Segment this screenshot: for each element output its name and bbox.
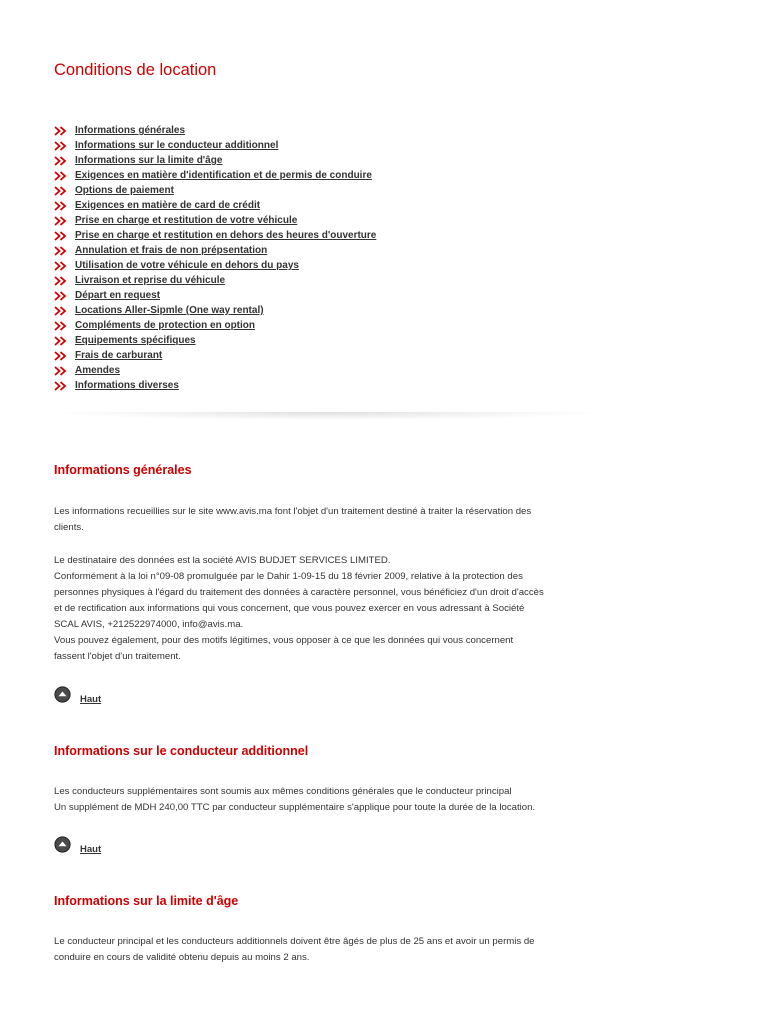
double-chevron-right-icon [54,156,67,166]
double-chevron-right-icon [54,306,67,316]
double-chevron-right-icon [54,126,67,136]
back-to-top-link[interactable]: Haut [80,844,102,855]
toc-link-equipements[interactable]: Equipements spécifiques [75,335,196,346]
back-to-top [54,834,101,855]
section-divider [54,412,602,420]
double-chevron-right-icon [54,336,67,346]
double-chevron-right-icon [54,351,67,361]
double-chevron-right-icon [54,216,67,226]
arrow-up-circle-icon[interactable] [54,836,71,853]
arrow-up-circle-icon[interactable] [54,686,71,703]
section-title-limite-age: Informations sur la limite d'âge [54,894,239,908]
toc-link-depart-request[interactable]: Départ en request [75,290,161,301]
section-title-conducteur-additionnel: Informations sur le conducteur additionnel [54,744,309,758]
toc-link-annulation[interactable]: Annulation et frais de non prépsentation [75,245,268,256]
page-title: Conditions de location [54,61,217,79]
double-chevron-right-icon [54,366,67,376]
toc-item [54,288,376,303]
double-chevron-right-icon [54,381,67,391]
toc-link-livraison[interactable]: Livraison et reprise du véhicule [75,275,226,286]
double-chevron-right-icon [54,141,67,151]
paragraph: Le destinataire des données est la société AVIS BUDJET SERVICES LIMITED. Conformément à la loi n°09-08 promulguée par le Dahir 1-09-15 du 18 février 2009, relative à la protection des personnes physiques à l'égard du traitement des données à caractère personnel, vous bénéficiez d'un droit d'accès et de rectification aux informations qui vous concernent, que vous pouvez exercer en vous adressant à Société SCAL AVIS, +212522974000, info@avis.ma. Vous pouvez également, pour des motifs légitimes, vous opposer à ce que les données qui vous concernent fassent l'objet d'un traitement. [54,555,544,662]
toc-item [54,138,376,153]
toc-item [54,228,376,243]
double-chevron-right-icon [54,321,67,331]
toc-link-amendes[interactable]: Amendes [75,365,121,376]
toc-item [54,273,376,288]
toc-item [54,363,376,378]
toc-item [54,198,376,213]
double-chevron-right-icon [54,171,67,181]
toc-item [54,123,376,138]
paragraph: Le conducteur principal et les conducteurs additionnels doivent être âgés de plus de 25 ans et avoir un permis de conduire en cours de validité obtenu depuis au moins 2 ans. [54,936,535,963]
double-chevron-right-icon [54,291,67,301]
double-chevron-right-icon [54,201,67,211]
toc-link-hors-pays[interactable]: Utilisation de votre véhicule en dehors du pays [75,260,299,271]
toc-link-hors-heures[interactable]: Prise en charge et restitution en dehors des heures d'ouverture [75,230,377,241]
toc-link-diverses[interactable]: Informations diverses [75,380,179,391]
toc-item [54,243,376,258]
toc-item [54,258,376,273]
paragraph: Les conducteurs supplémentaires sont soumis aux mêmes conditions générales que le conducteur principal Un supplément de MDH 240,00 TTC par conducteur supplémentaire s'applique pour toute la durée de la location. [54,786,536,813]
table-of-contents [54,123,376,393]
toc-item [54,183,376,198]
toc-link-card-credit[interactable]: Exigences en matière de card de crédit [75,200,261,211]
toc-item [54,303,376,318]
toc-item [54,153,376,168]
double-chevron-right-icon [54,261,67,271]
toc-link-identification-permis[interactable]: Exigences en matière d'identification et de permis de conduire [75,170,372,181]
toc-link-informations-generales[interactable]: Informations générales [75,125,186,136]
toc-link-prise-en-charge[interactable]: Prise en charge et restitution de votre véhicule [75,215,298,226]
double-chevron-right-icon [54,276,67,286]
back-to-top [54,684,101,705]
back-to-top-link[interactable]: Haut [80,694,102,705]
double-chevron-right-icon [54,231,67,241]
toc-link-carburant[interactable]: Frais de carburant [75,350,163,361]
toc-item [54,348,376,363]
toc-link-aller-simple[interactable]: Locations Aller-Sipmle (One way rental) [75,305,264,316]
toc-item [54,318,376,333]
toc-link-options-paiement[interactable]: Options de paiement [75,185,174,196]
toc-item [54,168,376,183]
toc-item [54,213,376,228]
double-chevron-right-icon [54,186,67,196]
toc-link-limite-age[interactable]: Informations sur la limite d'âge [75,155,223,166]
toc-link-conducteur-additionnel[interactable]: Informations sur le conducteur additionnel [75,140,279,151]
paragraph: Les informations recueillies sur le site www.avis.ma font l'objet d'un traitement destiné à traiter la réservation des clients. [54,506,532,533]
toc-item [54,333,376,348]
section-title-informations-generales: Informations générales [54,463,192,477]
toc-link-protection[interactable]: Compléments de protection en option [75,320,256,331]
double-chevron-right-icon [54,246,67,256]
toc-item [54,378,376,393]
